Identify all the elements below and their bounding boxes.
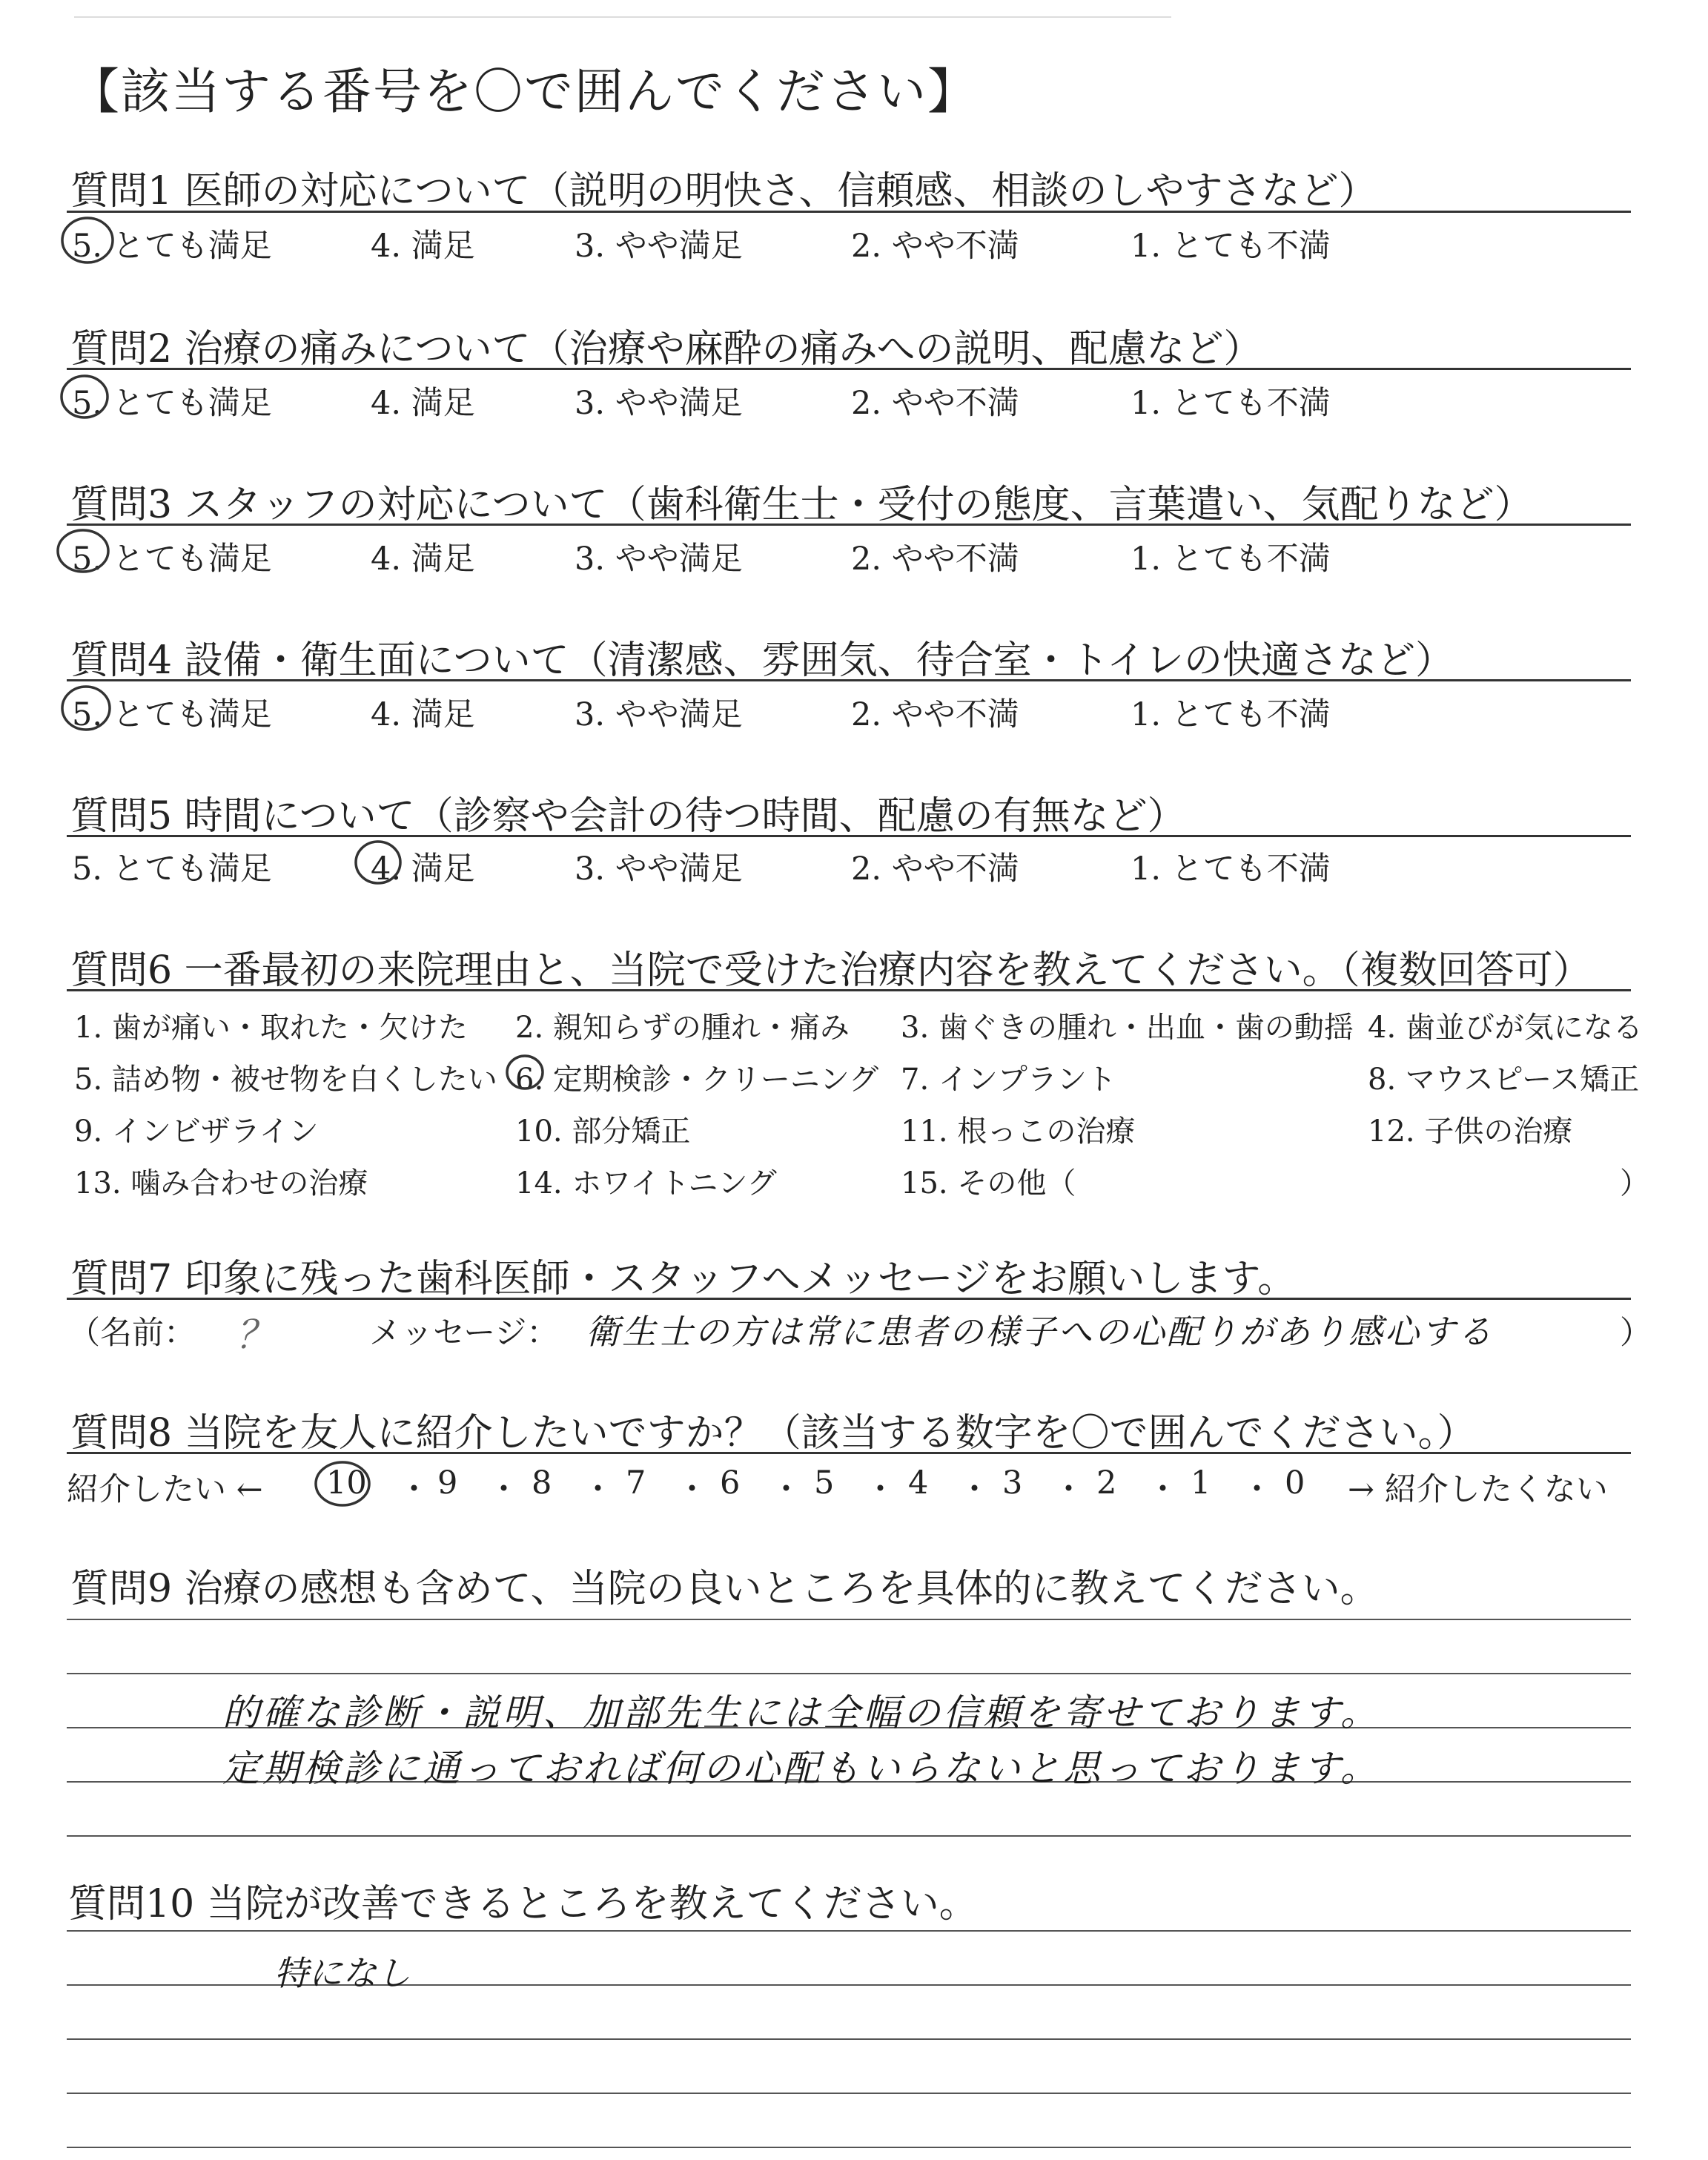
q3-option-2[interactable]: 2. やや不満 <box>851 541 1019 578</box>
q2-label: 質問2 治療の痛みについて（治療や麻酔の痛みへの説明、配慮など） <box>70 327 1262 371</box>
q8-scale-5[interactable]: 5 <box>814 1464 835 1502</box>
q3-selected-circle <box>58 530 108 572</box>
q6-selected-circle <box>507 1056 543 1089</box>
q4-label: 質問4 設備・衛生面について（清潔感、雰囲気、待合室・トイレの快適さなど） <box>70 638 1454 683</box>
q8-scale-separator: ・ <box>1147 1471 1179 1508</box>
q6-option-7[interactable]: 7. インプラント <box>901 1063 1116 1097</box>
q2-option-5[interactable]: 5. とても満足 <box>72 385 272 422</box>
q1-option-1[interactable]: 1. とても不満 <box>1131 228 1331 265</box>
q10-label: 質問10 当院が改善できるところを教えてください。 <box>68 1882 978 1926</box>
q7-name-label: （名前： <box>68 1315 196 1352</box>
q5-selected-circle <box>356 842 400 883</box>
q8-scale-separator: ・ <box>676 1471 708 1508</box>
q8-scale-9[interactable]: 9 <box>437 1464 458 1502</box>
q6-option-4[interactable]: 4. 歯並びが気になる <box>1368 1011 1643 1045</box>
q4-option-5[interactable]: 5. とても満足 <box>72 696 272 733</box>
q7-label: 質問7 印象に残った歯科医師・スタッフへメッセージをお願いします。 <box>70 1257 1297 1301</box>
q1-option-5[interactable]: 5. とても満足 <box>72 228 272 265</box>
q9-answer-line-1[interactable]: 的確な診断・説明、加部先生には全幅の信頼を寄せております。 <box>222 1691 1380 1734</box>
q8-scale-separator: ・ <box>1241 1471 1273 1508</box>
q8-scale-4[interactable]: 4 <box>908 1464 929 1502</box>
q2-option-2[interactable]: 2. やや不満 <box>851 385 1019 422</box>
q6-option-14[interactable]: 14. ホワイトニング <box>515 1166 777 1200</box>
q10-answer-line-1[interactable]: 特になし <box>274 1953 411 1993</box>
q6-option-5[interactable]: 5. 詰め物・被せ物を白くしたい <box>74 1063 497 1097</box>
q8-scale-0[interactable]: 0 <box>1285 1464 1305 1502</box>
q1-label: 質問1 医師の対応について（説明の明快さ、信頼感、相談のしやすさなど） <box>70 169 1377 214</box>
q6-option-2[interactable]: 2. 親知らずの腫れ・痛み <box>515 1011 850 1045</box>
q6-option-13[interactable]: 13. 噛み合わせの治療 <box>74 1166 368 1200</box>
q7-message-value[interactable]: 衛生士の方は常に患者の様子への心配りがあり感心する <box>586 1312 1494 1352</box>
q9-label: 質問9 治療の感想も含めて、当院の良いところを具体的に教えてください。 <box>70 1567 1379 1611</box>
q3-label: 質問3 スタッフの対応について（歯科衛生士・受付の態度、言葉遣い、気配りなど） <box>70 483 1533 527</box>
q7-name-value[interactable]: ？ <box>236 1313 275 1358</box>
q5-option-1[interactable]: 1. とても不満 <box>1131 851 1331 888</box>
q2-option-3[interactable]: 3. やや満足 <box>575 385 743 422</box>
q6-option-15[interactable]: 15. その他（ <box>901 1166 1076 1200</box>
q6-option-11[interactable]: 11. 根っこの治療 <box>901 1114 1136 1149</box>
q8-scale-2[interactable]: 2 <box>1096 1464 1117 1502</box>
q8-scale-separator: ・ <box>488 1471 520 1508</box>
q8-scale-3[interactable]: 3 <box>1002 1464 1023 1502</box>
q1-option-2[interactable]: 2. やや不満 <box>851 228 1019 265</box>
q8-scale-6[interactable]: 6 <box>720 1464 741 1502</box>
q8-scale-10[interactable]: 10 <box>326 1464 367 1502</box>
q5-option-4[interactable]: 4. 満足 <box>371 851 475 888</box>
q3-option-5[interactable]: 5. とても満足 <box>72 541 272 578</box>
q6-option-12[interactable]: 12. 子供の治療 <box>1368 1114 1573 1149</box>
q6-option-10[interactable]: 10. 部分矯正 <box>515 1114 691 1149</box>
q2-option-1[interactable]: 1. とても不満 <box>1131 385 1331 422</box>
q8-right-label: → 紹介したくない <box>1348 1471 1608 1508</box>
q8-scale-separator: ・ <box>1053 1471 1085 1508</box>
q7-message-label: メッセージ： <box>369 1315 559 1352</box>
q6-option-3[interactable]: 3. 歯ぐきの腫れ・出血・歯の動揺 <box>901 1011 1354 1045</box>
q8-left-label: 紹介したい ← <box>67 1471 263 1508</box>
q2-option-4[interactable]: 4. 満足 <box>371 385 475 422</box>
q9-answer-line-2[interactable]: 定期検診に通っておれば何の心配もいらないと思っております。 <box>222 1747 1380 1790</box>
q8-scale-separator: ・ <box>398 1471 430 1508</box>
q8-scale-7[interactable]: 7 <box>626 1464 646 1502</box>
q7-close: ） <box>1620 1315 1652 1352</box>
q8-label: 質問8 当院を友人に紹介したいですか？（該当する数字を〇で囲んでください。） <box>70 1411 1476 1456</box>
q6-other-close: ） <box>1620 1166 1649 1200</box>
q8-scale-separator: ・ <box>864 1471 896 1508</box>
q8-scale-separator: ・ <box>959 1471 990 1508</box>
q4-selected-circle <box>62 687 110 730</box>
q5-label: 質問5 時間について（診察や会計の待つ時間、配慮の有無など） <box>70 794 1186 839</box>
q8-scale-1[interactable]: 1 <box>1191 1464 1211 1502</box>
q6-label: 質問6 一番最初の来院理由と、当院で受けた治療内容を教えてください。（複数回答可） <box>70 948 1592 993</box>
q1-option-4[interactable]: 4. 満足 <box>371 228 475 265</box>
q4-option-1[interactable]: 1. とても不満 <box>1131 696 1331 733</box>
q6-option-9[interactable]: 9. インビザライン <box>74 1114 319 1149</box>
q8-scale-separator: ・ <box>770 1471 802 1508</box>
q3-option-3[interactable]: 3. やや満足 <box>575 541 743 578</box>
q1-selected-circle <box>62 218 113 262</box>
q8-selected-circle <box>316 1462 369 1505</box>
q6-option-1[interactable]: 1. 歯が痛い・取れた・欠けた <box>74 1011 468 1045</box>
q5-option-5[interactable]: 5. とても満足 <box>72 851 272 888</box>
q8-scale-8[interactable]: 8 <box>532 1464 552 1502</box>
q6-option-6[interactable]: 6. 定期検診・クリーニング <box>515 1063 879 1097</box>
q2-selected-circle <box>62 376 107 417</box>
page-title: 【該当する番号を〇で囲んでください】 <box>70 63 978 120</box>
q8-scale-separator: ・ <box>582 1471 614 1508</box>
q5-option-2[interactable]: 2. やや不満 <box>851 851 1019 888</box>
q1-option-3[interactable]: 3. やや満足 <box>575 228 743 265</box>
q4-option-2[interactable]: 2. やや不満 <box>851 696 1019 733</box>
q5-option-3[interactable]: 3. やや満足 <box>575 851 743 888</box>
q4-option-4[interactable]: 4. 満足 <box>371 696 475 733</box>
q3-option-1[interactable]: 1. とても不満 <box>1131 541 1331 578</box>
q3-option-4[interactable]: 4. 満足 <box>371 541 475 578</box>
q4-option-3[interactable]: 3. やや満足 <box>575 696 743 733</box>
q6-option-8[interactable]: 8. マウスピース矯正 <box>1368 1063 1640 1097</box>
